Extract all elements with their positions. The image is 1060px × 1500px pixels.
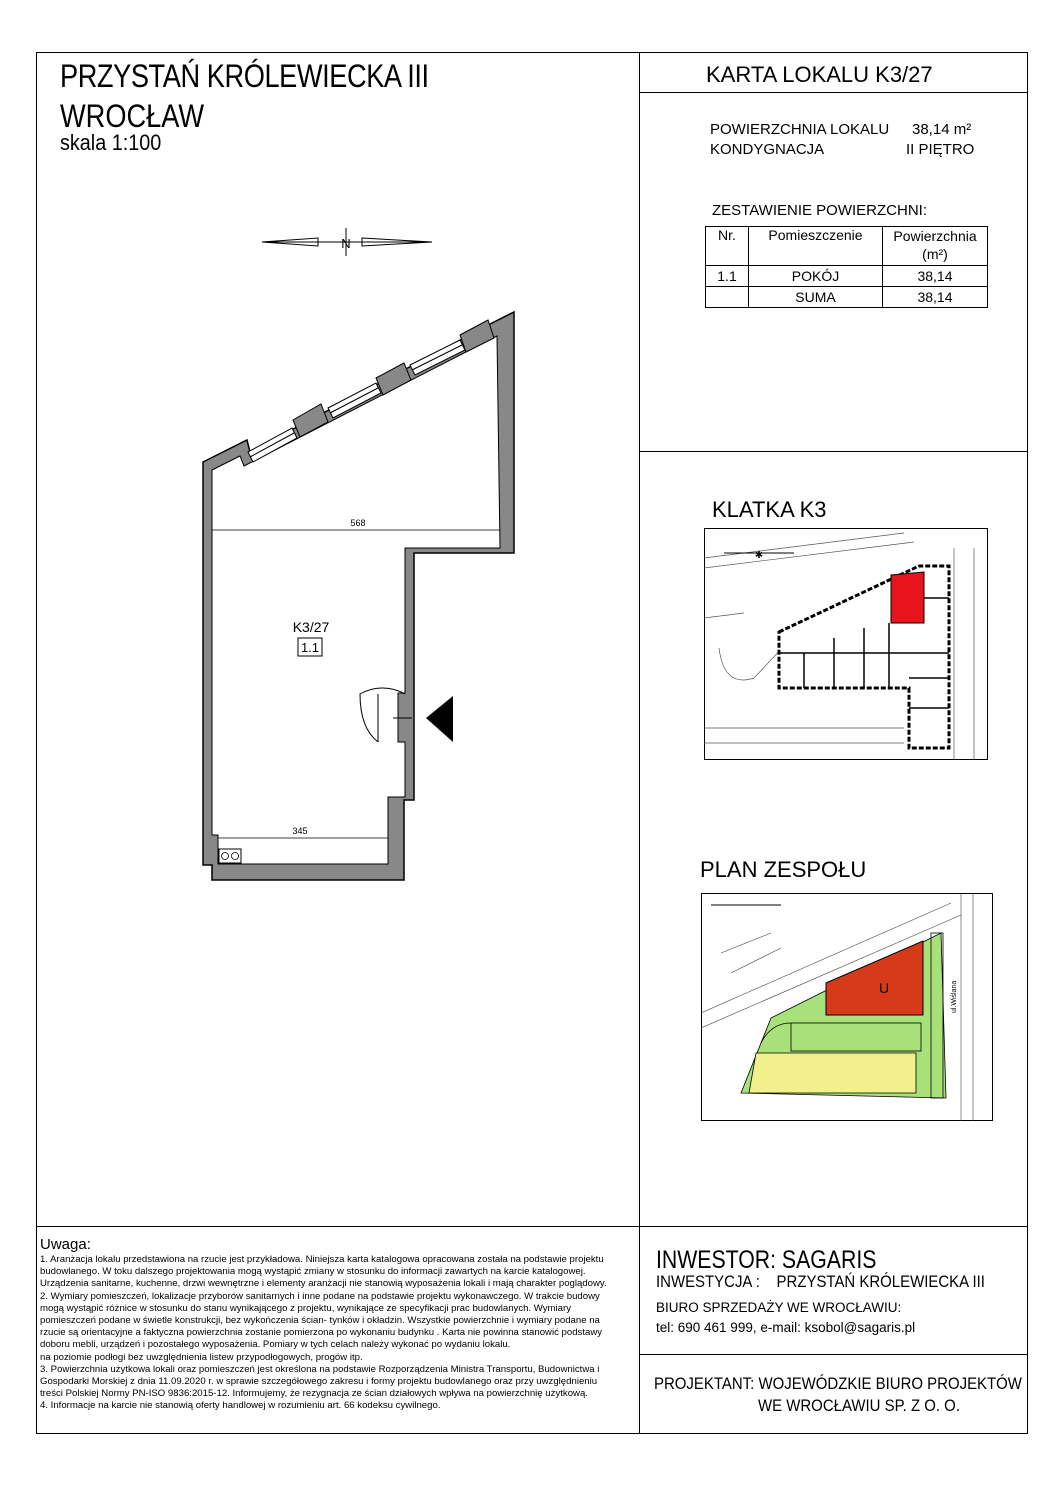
note-line: Urządzenia sanitarne, kuchenne, drzwi wewnętrzne i elementy aranżacji nie stanowią wyposażenia lokali i mają charakter poglądowy. — [40, 1278, 607, 1290]
investment-line — [656, 1272, 985, 1292]
row-area: 38,14 — [883, 287, 988, 308]
dimension-top: 568 — [350, 518, 366, 528]
svg-text:✱: ✱ — [754, 550, 764, 561]
floor-label: KONDYGNACJA — [710, 141, 825, 158]
header-area-label: Powierzchnia — [893, 228, 977, 244]
entrance-arrow-icon — [426, 696, 453, 742]
divider-designer — [639, 1354, 1028, 1355]
staircase-title: KLATKA K3 — [712, 497, 827, 522]
floor-value: II PIĘTRO — [906, 141, 975, 158]
note-line: budowlanego. W toku dalszego projektowania mogą wystąpić zmiany w stosunku do informacji zawartych na karcie katalogowej. — [40, 1266, 586, 1278]
header-room: Pomieszczenie — [749, 227, 883, 266]
investor-line: INWESTOR: SAGARIS — [656, 1246, 877, 1274]
room-label: 1.1 — [300, 640, 320, 655]
street-label: ul.Wiślana — [951, 980, 958, 1013]
designer-line-2: WE WROCŁAWIU SP. Z O. O. — [758, 1396, 960, 1415]
row-nr — [706, 287, 749, 308]
table-header-row — [706, 227, 988, 266]
area-value: 38,14 m² — [912, 121, 972, 138]
header-area — [883, 227, 988, 266]
note-line: 4. Informacje na karcie nie stanowią oferty handlowej w rozumieniu art. 66 kodeksu cywilnego. — [40, 1400, 441, 1412]
site-plan — [701, 893, 993, 1121]
note-line: mogą wystąpić różnice w stosunku do stanu wynikającego z projektu, wynikające ze specyfikacji prac budowlanych. Wymiary — [40, 1302, 572, 1314]
designer-line-1: PROJEKTANT: WOJEWÓDZKIE BIURO PROJEKTÓW — [654, 1374, 1022, 1393]
note-line: Gospodarki Morskiej z dnia 11.09.2020 r. w sprawie szczegółowego zakresu i formy projektu budowlanego oraz przy uwzględnieniu — [40, 1376, 598, 1388]
note-line: rzucie są orientacyjne a faktyczna powierzchnia zostanie pomierzona po wykonaniu budynku . Karta nie powinna stanowić podstawy — [40, 1327, 603, 1339]
header-nr: Nr. — [706, 227, 749, 266]
building-label: U — [878, 980, 890, 996]
unit-highlight — [891, 572, 924, 623]
scale-label: skala 1:100 — [60, 130, 162, 155]
note-line: pomieszczeń podane w świetle konstrukcji, bez wykończenia ścian- tynków i okładzin. Wszystkie powierzchnie i wymiary podane na — [40, 1315, 600, 1327]
row-room: SUMA — [749, 287, 883, 308]
yellow-building — [749, 1053, 916, 1093]
row-area: 38,14 — [883, 266, 988, 287]
staircase-plan — [704, 528, 988, 760]
row-nr: 1.1 — [706, 266, 749, 287]
unit-label: K3/27 — [292, 619, 330, 635]
area-label: POWIERZCHNIA LOKALU — [710, 121, 890, 138]
table-row-sum — [706, 287, 988, 308]
divider-info — [639, 451, 1028, 452]
contact-info[interactable]: tel: 690 461 999, e-mail: ksobol@sagaris.pl — [656, 1320, 916, 1335]
note-line: doboru mebli, urządzeń i pozostałego wyposażenia. Pomiary w tych celach należy wykonać po wydaniu lokalu. — [40, 1339, 511, 1351]
card-title: KARTA LOKALU K3/27 — [706, 62, 933, 87]
divider-card-title — [639, 92, 1028, 93]
table-row — [706, 266, 988, 287]
sales-office: BIURO SPRZEDAŻY WE WROCŁAWIU: — [656, 1300, 902, 1315]
note-line: treści Polskiej Normy PN-ISO 9836:2015-12. Informujemy, że rezygnacja ze ścian działowych wpływa na powierzchnię użytkową. — [40, 1388, 588, 1400]
city-name: WROCŁAW — [60, 98, 205, 134]
ventilation-shaft-icon — [219, 849, 241, 863]
site-plan-title: PLAN ZESPOŁU — [700, 857, 867, 882]
header-area-unit: (m²) — [922, 246, 948, 262]
note-line: 3. Powierzchnia użytkowa lokali oraz pomieszczeń jest określona na podstawie Rozporządzenia Ministra Transportu, Budownictwa i — [40, 1363, 600, 1375]
north-label: N — [341, 236, 351, 251]
area-table — [705, 226, 988, 308]
note-line: na poziomie podłogi bez uwzględnienia listew przypodłogowych, progów itp. — [40, 1351, 363, 1363]
note-line: 2. Wymiary pomieszczeń, lokalizacje przyborów sanitarnych i inne podane na podstawie projektu wykonawczego. W trakcie budowy — [40, 1290, 600, 1302]
project-title: PRZYSTAŃ KRÓLEWIECKA III — [60, 58, 429, 94]
room-interior — [212, 336, 500, 864]
note-line: 1. Aranżacja lokalu przedstawiona na rzucie jest przykładowa. Niniejsza karta katalogowa opracowana została na podstawie projektu — [40, 1254, 604, 1265]
investment-value: PRZYSTAŃ KRÓLEWIECKA III — [776, 1272, 985, 1291]
investment-label: INWESTYCJA : — [656, 1272, 760, 1291]
north-arrow-icon — [262, 228, 432, 256]
notes-heading: Uwaga: — [40, 1236, 91, 1253]
summary-title: ZESTAWIENIE POWIERZCHNI: — [712, 202, 928, 219]
row-room: POKÓJ — [749, 266, 883, 287]
dimension-bottom: 345 — [292, 826, 308, 836]
divider-notes — [36, 1226, 1028, 1227]
notes-block — [40, 1236, 636, 1413]
floor-plan — [40, 180, 636, 900]
